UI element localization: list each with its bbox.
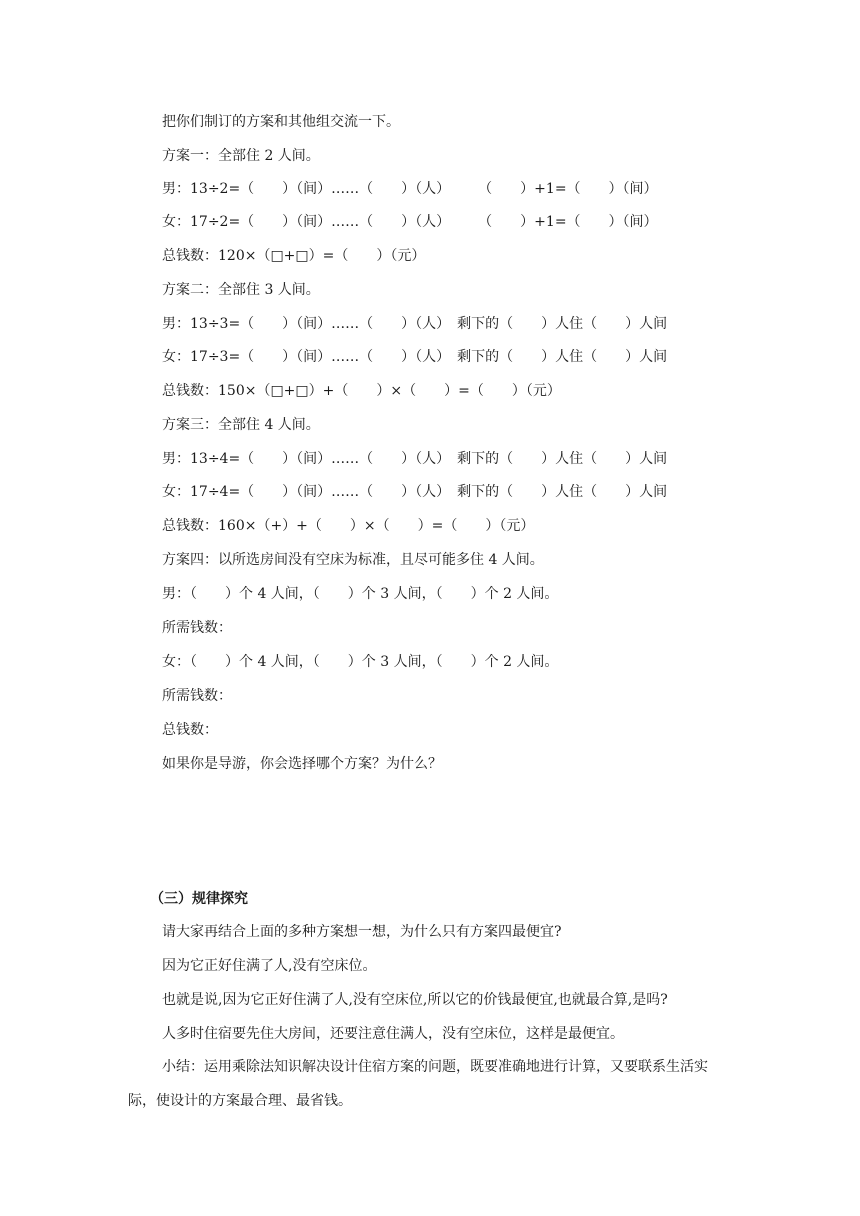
section-rule: 人多时住宿要先住大房间，还要注意住满人，没有空床位，这样是最便宜。 [162, 1026, 624, 1042]
plan-two-title: 方案二：全部住 3 人间。 [162, 282, 320, 298]
plan-one-female: 女：17÷2=（ ）（间）……（ ）（人） （ ）+1=（ ）（间） [162, 214, 658, 230]
plan-two-male: 男：13÷3=（ ）（间）……（ ）（人） 剩下的（ ）人住（ ）人间 [162, 316, 668, 332]
plan-three-total: 总钱数：160×（+）+（ ）×（ ）=（ ）（元） [162, 518, 535, 534]
plan-three-title: 方案三：全部住 4 人间。 [162, 417, 320, 433]
plan-four-female: 女：（ ）个 4 人间，（ ）个 3 人间，（ ）个 2 人间。 [162, 654, 559, 670]
plan-four-title: 方案四：以所选房间没有空床为标准，且尽可能多住 4 人间。 [162, 552, 544, 568]
section-answer: 因为它正好住满了人,没有空床位。 [162, 958, 377, 974]
section-question: 请大家再结合上面的多种方案想一想，为什么只有方案四最便宜? [162, 924, 562, 940]
plan-one-title: 方案一：全部住 2 人间。 [162, 148, 320, 164]
guide-question: 如果你是导游，你会选择哪个方案？为什么？ [162, 756, 442, 772]
plan-one-male: 男：13÷2=（ ）（间）……（ ）（人） （ ）+1=（ ）（间） [162, 181, 658, 197]
plan-three-male: 男：13÷4=（ ）（间）……（ ）（人） 剩下的（ ）人住（ ）人间 [162, 451, 668, 467]
intro-line: 把你们制订的方案和其他组交流一下。 [162, 114, 400, 130]
plan-four-male: 男：（ ）个 4 人间，（ ）个 3 人间，（ ）个 2 人间。 [162, 586, 559, 602]
plan-two-female: 女：17÷3=（ ）（间）……（ ）（人） 剩下的（ ）人住（ ）人间 [162, 349, 668, 365]
section-title: （三）规律探究 [150, 891, 248, 907]
plan-four-total: 总钱数： [162, 722, 218, 738]
plan-two-total: 总钱数：150×（□+□）+（ ）×（ ）=（ ）（元） [162, 383, 561, 399]
section-restate: 也就是说,因为它正好住满了人,没有空床位,所以它的价钱最便宜,也就最合算,是吗? [162, 992, 668, 1008]
plan-one-total: 总钱数：120×（□+□）=（ ）（元） [162, 248, 426, 264]
plan-four-female-cost: 所需钱数： [162, 688, 232, 704]
plan-three-female: 女：17÷4=（ ）（间）……（ ）（人） 剩下的（ ）人住（ ）人间 [162, 484, 668, 500]
plan-four-male-cost: 所需钱数： [162, 620, 232, 636]
summary-paragraph: 小结：运用乘除法知识解决设计住宿方案的问题，既要准确地进行计算，又要联系生活实际，使设计的方案最合理、最省钱。 [128, 1059, 708, 1109]
